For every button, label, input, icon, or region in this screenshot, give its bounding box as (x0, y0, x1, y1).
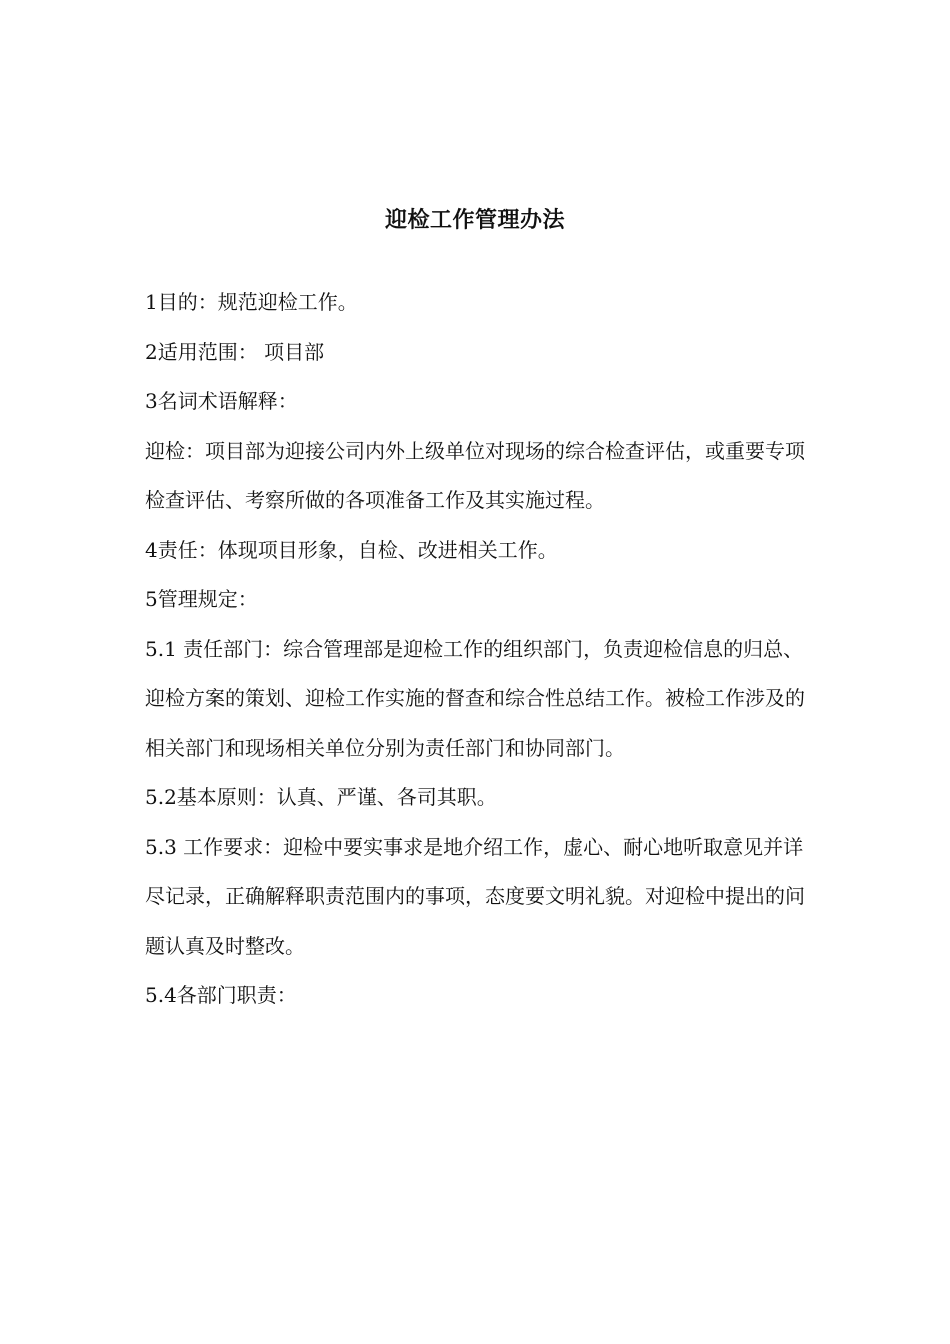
paragraph-rule-5-2: 5.2基本原则：认真、严谨、各司其职。 (145, 785, 497, 809)
paragraph-rule-5-3: 5.3 工作要求：迎检中要实事求是地介绍工作，虚心、耐心地听取意见并详尽记录，正确解释职责范围内的事项，态度要文明礼貌。对迎检中提出的问题认真及时整改。 (145, 834, 805, 958)
paragraph-rule-5-4: 5.4各部门职责： (145, 983, 297, 1007)
paragraph-scope: 2适用范围： 项目部 (145, 339, 325, 364)
paragraph-terms-heading: 3名词术语解释： (145, 389, 298, 413)
paragraph-rules-heading: 5管理规定： (145, 587, 258, 611)
paragraph-responsibility: 4责任：体现项目形象，自检、改进相关工作。 (145, 537, 558, 562)
document-body (145, 278, 810, 1021)
paragraph-terms-definition: 迎检：项目部为迎接公司内外上级单位对现场的综合检查评估，或重要专项检查评估、考察所做的各项准备工作及其实施过程。 (145, 438, 805, 512)
paragraph-rule-5-1: 5.1 责任部门：综合管理部是迎检工作的组织部门，负责迎检信息的归总、迎检方案的策划、迎检工作实施的督查和综合性总结工作。被检工作涉及的相关部门和现场相关单位分别为责任部门和协同部门。 (145, 636, 805, 760)
document-title: 迎检工作管理办法 (384, 208, 565, 233)
paragraph-purpose: 1目的：规范迎检工作。 (145, 290, 358, 314)
